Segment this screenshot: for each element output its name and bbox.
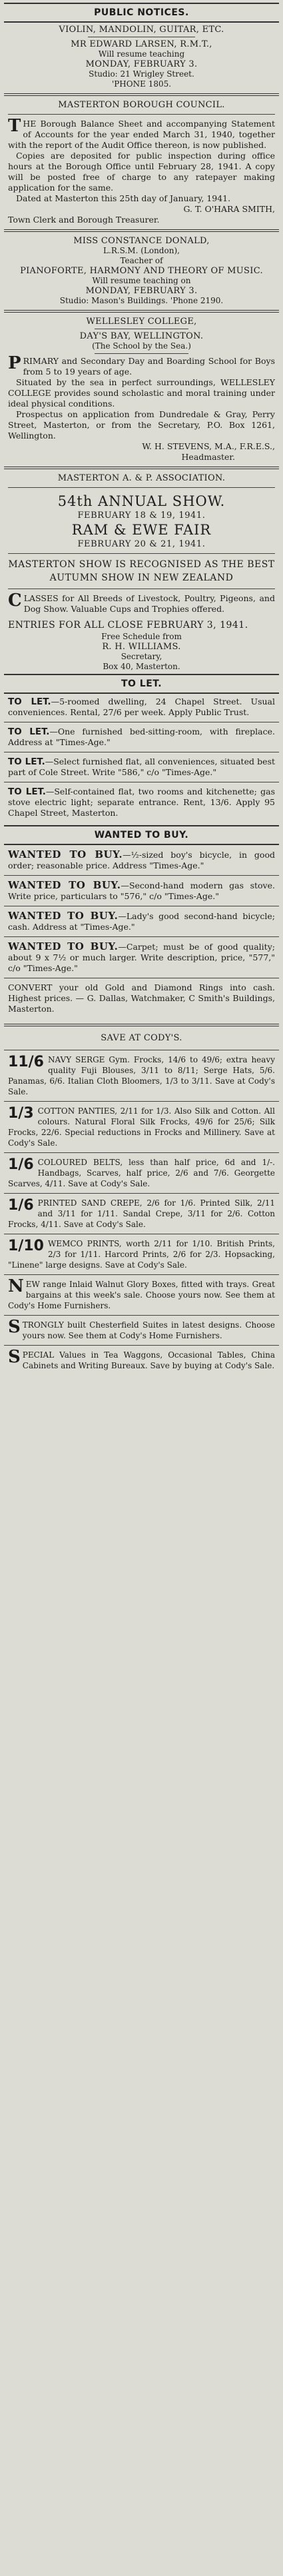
sale-item [8,1198,275,1230]
to-let-header: TO LET. [121,678,162,689]
show-secretary: R. H. WILLIAMS. [102,642,181,652]
wanted-lead: WANTED TO BUY. [8,879,121,891]
show-classes: CLASSES for All Breeds of Livestock, Poultry, Pigeons, and Dog Show. Valuable Cups and Trophies offered. [8,591,275,614]
borough-signature-title: Town Clerk and Borough Treasurer. [8,215,160,225]
wanted-item [8,910,275,932]
show-entries: ENTRIES FOR ALL CLOSE FEBRUARY 3, 1941. [8,620,248,631]
show-secretary-title: Secretary, [121,652,162,661]
divider [4,1315,279,1316]
wanted-item [8,880,275,902]
violin-resume: Will resume teaching [98,49,185,59]
wanted-text: —Lady's good second-hand bicycle; cash. Address at "Times-Age." [8,911,275,932]
donald-teacher: Teacher of [120,256,163,265]
borough-signature: G. T. O'HARA SMITH, [183,204,275,214]
sale-text: COLOURED BELTS, less than half price, 6d and 1/-. Handbags, Scarves, half price, 2/6 and 7/6. Georgette Scarves, 4/11. Save at Cody's Sale. [8,1158,275,1188]
to-let-text: —5-roomed dwelling, 24 Chapel Street. Usual conveniences. Rental, 27/6 per week. Apply Public Trust. [8,696,275,717]
show-dates: FEBRUARY 20 & 21, 1941. [77,539,206,549]
sale-item [8,1238,275,1270]
borough-title: MASTERTON BOROUGH COUNCIL. [58,100,225,110]
violin-title: VIOLIN, MANDOLIN, GUITAR, ETC. [59,25,224,35]
to-let-text: —One furnished bed-sitting-room, with fireplace. Address at "Times-Age." [8,726,276,747]
show-annual: 54th ANNUAL SHOW. [57,493,226,509]
violin-name: MR EDWARD LARSEN, R.M.T., [71,39,212,49]
sale-item [8,1054,275,1097]
show-notice [8,473,275,672]
divider [4,1345,279,1346]
sale-suites: STRONGLY built Chesterfield Suites in latest designs. Choose yours now. See them at Cody's Home Furnishers. [8,1317,275,1340]
to-let-item [8,696,275,718]
rule [4,844,279,845]
borough-paragraph: Copies are deposited for public inspection during office hours at the Borough Office until February 28, 1941. A copy will be posted free of charge to any ratepayer making application for the same. [8,151,275,193]
to-let-lead: TO LET. [8,756,45,767]
donald-name: MISS CONSTANCE DONALD, [73,236,210,246]
sale-price: 11/6 [8,1054,44,1070]
show-secretary-box: Box 40, Masterton. [103,662,180,671]
to-let-lead: TO LET. [8,786,46,797]
sale-price: 1/6 [8,1156,34,1173]
sale-furniture: SPECIAL Values in Tea Waggons, Occasional Tables, China Cabinets and Writing Bureaux. Save by buying at Cody's Sale. [8,1347,275,1370]
divider [8,553,275,554]
wanted-text: —Carpet; must be of good quality; about 9 x 7½ or much larger. Write description, price, "577," c/o "Times-Age." [8,942,275,973]
sale-walnut: NEW range Inlaid Walnut Glory Boxes, fitted with trays. Great bargains at this week's sale. Choose yours now. See them at Cody's Home Furnishers. [8,1276,275,1310]
wellesley-signature: W. H. STEVENS, M.A., F.R.E.S., [142,441,275,451]
to-let-text: —Select furnished flat, all conveniences, situated best part of Cole Street. Write "586," c/o "Times-Age." [8,756,276,777]
public-notices-header: PUBLIC NOTICES. [94,7,189,18]
divider [4,1024,279,1026]
top-rule [4,3,279,4]
wellesley-paragraph: Situated by the sea in perfect surroundings, WELLESLEY COLLEGE provides sound scholastic and moral training under ideal physical conditions. [8,377,275,409]
donald-date: MONDAY, FEBRUARY 3. [85,286,198,296]
to-let-item [8,786,275,818]
to-let-lead: TO LET. [8,696,51,707]
divider [4,1193,279,1194]
sale-text: COTTON PANTIES, 2/11 for 1/3. Also Silk and Cotton. All colours. Natural Floral Silk Frocks, 49/6 for 25/6; Silk Frocks, 22/6. Special reductions in Frocks and Millinery. Save at Cody's Sale. [8,1106,275,1148]
donald-notice [8,236,275,306]
show-fair: RAM & EWE FAIR [71,522,212,538]
violin-date: MONDAY, FEBRUARY 3. [85,59,198,69]
violin-notice [8,25,275,89]
wellesley-signature-title: Headmaster. [181,452,235,462]
wellesley-tagline: (The School by the Sea.) [92,341,191,351]
divider [4,1274,279,1275]
wellesley-title: WELLESLEY COLLEGE, [86,317,197,327]
to-let-item [8,756,275,778]
rule [4,692,279,694]
sale-price: 1/3 [8,1105,34,1122]
donald-quals: L.R.S.M. (London), [103,246,180,255]
wanted-lead: WANTED TO BUY. [8,940,119,952]
wanted-item [8,941,275,974]
divider [4,229,279,232]
wellesley-paragraph: PRIMARY and Secondary Day and Boarding School for Boys from 5 to 19 years of age. [8,353,275,377]
newspaper-column [4,0,279,1371]
wellesley-paragraph: Prospectus on application from Dundredale & Gray, Perry Street, Masterton, or from the Secretary, P.O. Box 1261, Wellington. [8,409,275,441]
wellesley-subtitle: DAY'S BAY, WELLINGTON. [79,331,204,341]
sale-text: NAVY SERGE Gym. Frocks, 14/6 to 49/6; extra heavy quality Fuji Blouses, 3/11 to 8/11; Serge Hats, 5/6. Panamas, 6/6. Italian Cloth Bloomers, 1/3 to 3/11. Save at Cody's Sale. [8,1055,275,1096]
show-recognised: MASTERTON SHOW IS RECOGNISED AS THE BEST AUTUMN SHOW IN NEW ZEALAND [8,559,275,583]
divider [8,114,275,115]
sale-text: PRINTED SAND CREPE, 2/6 for 1/6. Printed Silk, 2/11 and 3/11 for 1/11. Sandal Crepe, 3/11 for 2/6. Cotton Frocks, 4/11. Save at Cody's Sale. [8,1198,275,1229]
wellesley-notice [8,317,275,463]
divider [4,1152,279,1153]
show-schedule: Free Schedule from [101,632,182,641]
wanted-lead: WANTED TO BUY. [8,910,119,922]
wanted-item [8,849,275,871]
rule [4,674,279,675]
divider [4,875,279,876]
show-assoc: MASTERTON A. & P. ASSOCIATION. [57,473,226,483]
divider [4,310,279,313]
sale-item [8,1106,275,1148]
sale-text: WEMCO PRINTS, worth 2/11 for 1/10. British Prints, 2/3 for 1/11. Harcord Prints, 2/6 for 2/3. Hopsacking, "Linene" large designs. Save at Cody's Sale. [8,1239,275,1270]
donald-subjects: PIANOFORTE, HARMONY AND THEORY OF MUSIC. [20,266,263,276]
wanted-text: —½-sized boy's bicycle, in good order; reasonable price. Address "Times-Age." [8,850,275,870]
wanted-lead: WANTED TO BUY. [8,848,123,860]
violin-phone: 'PHONE 1805. [111,79,172,89]
divider [4,467,279,469]
borough-notice [8,100,275,225]
sale-price: 1/6 [8,1197,34,1214]
rule [4,21,279,23]
to-let-text: —Self-contained flat, two rooms and kitchenette; gas stove electric light; separate entrance. Rent, 13/6. Apply 95 Chapel Street, Masterton. [8,786,276,818]
divider [8,487,275,488]
divider [95,353,188,354]
wanted-text: —Second-hand modern gas stove. Write price, particulars to "576," c/o "Times-Age." [8,880,275,901]
divider [4,93,279,96]
donald-studio: Studio: Mason's Buildings. 'Phone 2190. [59,296,224,305]
borough-paragraph: Dated at Masterton this 25th day of January, 1941. [16,193,231,203]
sale-price: 1/10 [8,1238,44,1254]
divider [4,936,279,937]
to-let-item [8,726,275,748]
donald-resume: Will resume teaching on [92,276,191,285]
wanted-header: WANTED TO BUY. [94,830,189,840]
sale-item [8,1157,275,1189]
sale-header: SAVE AT CODY'S. [101,1033,182,1043]
to-let-lead: TO LET. [8,726,50,737]
violin-studio: Studio: 21 Wrigley Street. [89,69,194,79]
borough-paragraph: THE Borough Balance Sheet and accompanying Statement of Accounts for the year ended March 31, 1940, together with the report of the Audit Office thereon, is now published. [8,116,275,150]
divider [4,1101,279,1102]
rule [4,825,279,826]
gold-notice: CONVERT your old Gold and Diamond Rings into cash. Highest prices. — G. Dallas, Watchmaker, C Smith's Buildings, Masterton. [8,982,275,1014]
show-dates: FEBRUARY 18 & 19, 1941. [77,511,206,521]
